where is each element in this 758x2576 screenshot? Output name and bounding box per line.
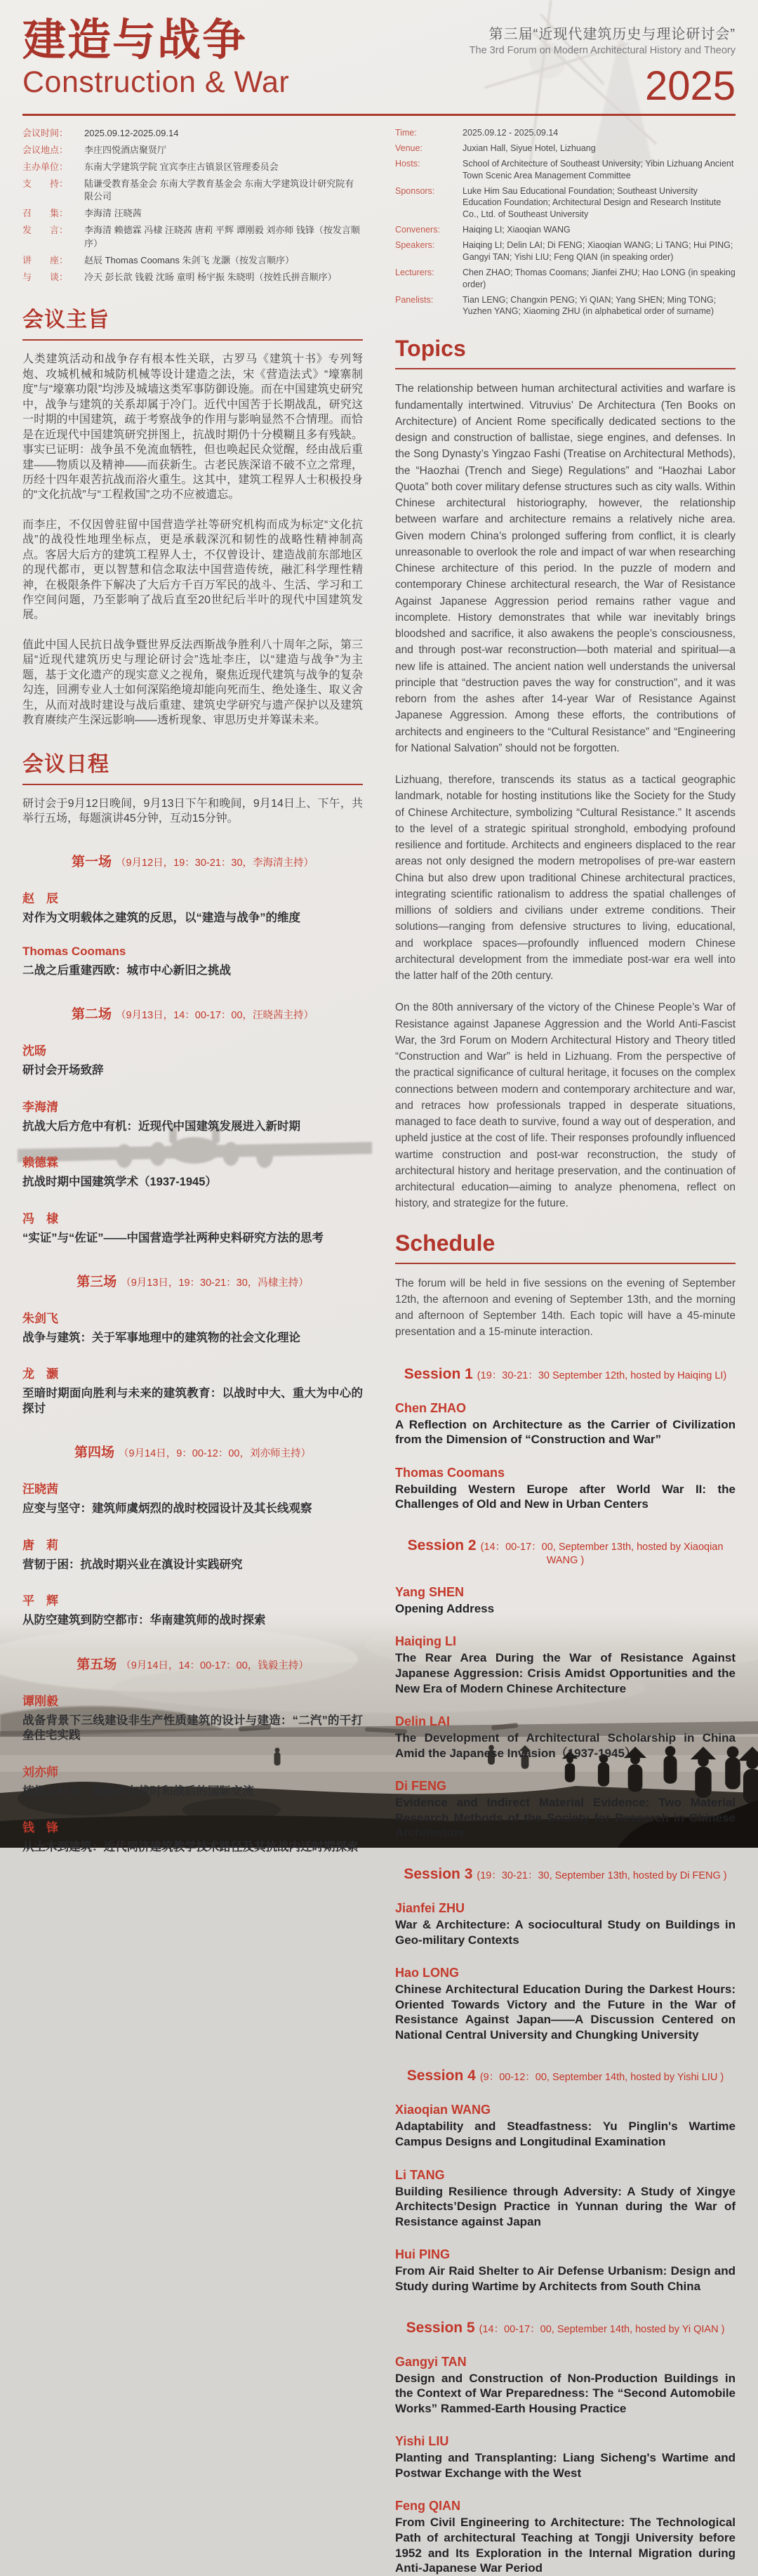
info-value: 李庄四悦酒店聚贤厅 <box>84 144 167 155</box>
info-value: Chen ZHAO; Thomas Coomans; Jianfei ZHU; Hao LONG (in speaking order) <box>463 267 736 289</box>
theme-paragraph: 值此中国人民抗日战争暨世界反法西斯战争胜利八十周年之际，第三届“近现代建筑历史与理论研讨会”选址李庄，以“建造与战争”为主题，基于文化遗产的现实意义之视角，聚焦近现代建筑与战争的复杂勾连，回溯专业人士如何深陷绝境却能向死而生、绝处逢生、取义舍生，从而对战时建设与战后重建、建筑史学研究与遗产保护以及建筑教育赓续产生深远影响——透析现象、审思历史并筹谋未来。 <box>22 638 363 727</box>
info-row <box>395 294 736 318</box>
forum-name-zh: 第三届“近现代建筑历史与理论研讨会” <box>488 27 736 42</box>
speaker-name: 李海清 <box>22 1100 58 1114</box>
chinese-column <box>22 127 363 2576</box>
talk <box>395 2499 736 2575</box>
talk <box>395 1466 736 1512</box>
talk-title: Building Resilience through Adversity: A Study of Xingye Architects’Design Practice in Yunnan during the War of Resistance against Japan <box>395 2184 736 2228</box>
talk-title: 抗战大后方危中有机：近现代中国建筑发展进入新时期 <box>22 1119 300 1133</box>
section-schedule-zh <box>22 747 363 1855</box>
info-label: 会议地点： <box>22 144 69 155</box>
talk <box>22 888 363 926</box>
talk-title: 二战之后重建西欧：城市中心新旧之挑战 <box>22 964 231 977</box>
talk <box>22 1691 363 1744</box>
talk <box>22 1591 363 1628</box>
talk-title: Design and Construction of Non-Production Buildings in the Context of War Preparedness: The “Second Automobile Works” Rammed-Earth Housing Practice <box>395 2371 736 2415</box>
session-header <box>395 1866 736 1883</box>
speaker-name: Xiaoqian WANG <box>395 2103 491 2117</box>
talk <box>22 1535 363 1572</box>
session-header <box>22 1271 363 1290</box>
session-detail: （9月14日，14：00-17：00，钱毅主持） <box>121 1660 309 1671</box>
session-header <box>395 1366 736 1383</box>
info-row <box>22 144 363 157</box>
talk-title: The Rear Area During the War of Resistance Against Japanese Aggression: Crisis Amidst Opportunities and the New Era of Modern Chinese Architecture <box>395 1651 736 1695</box>
info-value: 2025.09.12 - 2025.09.14 <box>463 128 559 138</box>
talk-title: Evidence and Indirect Material Evidence: Two Material Research Methods of the Society for Research in Chinese Architecture <box>395 1796 736 1840</box>
session-name: Session 3 <box>404 1866 473 1883</box>
speaker-name: Thomas Coomans <box>395 1465 505 1480</box>
info-value: 赵辰 Thomas Coomans 朱剑飞 龙灏（按发言顺序） <box>84 254 295 265</box>
talk <box>395 2355 736 2417</box>
talk-title: 研讨会开场致辞 <box>22 1064 104 1077</box>
session-header <box>22 1654 363 1673</box>
session-detail: (19：30-21：30, September 13th, hosted by Di FENG ) <box>477 1870 727 1882</box>
session-name: Session 4 <box>406 2068 476 2084</box>
info-label: Conveners: <box>395 225 440 235</box>
session-header <box>22 1004 363 1023</box>
speaker-name: Chen ZHAO <box>395 1400 466 1415</box>
header-titles <box>22 18 289 100</box>
speaker-name: Jianfei ZHU <box>395 1901 465 1916</box>
speaker-name: 龙 灏 <box>22 1367 58 1381</box>
info-value: 2025.09.12-2025.09.14 <box>84 128 179 138</box>
english-column <box>395 127 736 2576</box>
session-name: Session 1 <box>404 1365 473 1382</box>
speaker-name: 唐 莉 <box>22 1538 58 1552</box>
speaker-name: 平 辉 <box>22 1594 58 1608</box>
speaker-name: Delin LAI <box>395 1714 451 1729</box>
info-row <box>395 224 736 236</box>
info-label: 召 集： <box>22 208 69 219</box>
topics-paragraph: On the 80th anniversary of the victory of the Chinese People’s War of Resistance against Japanese Aggression and the World Anti-Fascist War, the 3rd Forum on Modern Architectural History and Theory titled “Construction and War” is held in Lizhuang. From the perspective of the practical significance of cultural heritage, it focuses on the complex connections between modern and contemporary architecture and war, and retraces how professionals trapped in desperate situations, managed to face death to survive, found a way out of desperation, and upheld justice at the cost of life. Their responses profoundly influenced wartime construction and post-war reconstruction, the study of architectural history and heritage preservation, and the continuation of architectural education—aiming to analyze phenomena, reflect on history, and strategize for the future. <box>395 1001 736 1210</box>
talk <box>22 945 363 978</box>
info-row <box>22 207 363 221</box>
talk-title: 抗战时期中国建筑学术（1937-1945） <box>22 1176 217 1189</box>
theme-paragraph: 而李庄，不仅因曾驻留中国营造学社等研究机构而成为标定“文化抗战”的战役性地理坐标点，更是承载深沉和韧性的战略性精神制高点。客居大后方的建筑工程界人士，不仅曾设计、建造战前东部地区的现代都市，更以智慧和信念取法中国营造传统，融汇科学理性精神，在极限条件下解决了大后方千百万军民的战斗、生活、学习和工作空间问题，乃至影响了战后直至20世纪后半叶的现代中国建筑发展。 <box>22 518 363 622</box>
forum-name-en: The 3rd Forum on Modern Architectural History and Theory <box>469 45 736 56</box>
talk <box>395 2434 736 2480</box>
section-title-topics: Topics <box>395 336 736 369</box>
section-title-theme: 会议主旨 <box>22 302 363 341</box>
info-label: Lecturers: <box>395 267 434 277</box>
info-row <box>395 143 736 155</box>
forum-year: 2025 <box>644 63 736 109</box>
session-detail: （9月13日，19：30-21：30，冯棣主持） <box>121 1277 309 1289</box>
talk <box>22 1041 363 1078</box>
page-title-en: Construction & War <box>22 65 290 100</box>
conference-info-en <box>395 127 736 317</box>
session-detail: (14：00-17：00, September 13th, hosted by Xiaoqian WANG ) <box>480 1541 724 1566</box>
talk-title: War & Architecture: A sociocultural Study on Buildings in Geo-military Contexts <box>395 1918 736 1947</box>
info-row <box>22 224 363 251</box>
session-header <box>22 851 363 870</box>
section-title-schedule-en: Schedule <box>395 1230 736 1264</box>
info-value: Luke Him Sau Educational Foundation; Southeast University Education Foundation; Architectural Design and Research Institute Co., Ltd. of Southeast University <box>463 185 722 220</box>
session-detail: （9月13日，14：00-17：00，汪晓茜主持） <box>115 1010 314 1022</box>
talk-title: 战备背景下三线建设非生产性质建筑的设计与建造：“二汽”的干打垒住宅实践 <box>22 1714 364 1742</box>
talk <box>22 1364 363 1417</box>
talk-title: Planting and Transplanting: Liang Sicheng's Wartime and Postwar Exchange with the West <box>395 2451 736 2480</box>
info-label: Speakers: <box>395 240 435 250</box>
info-row <box>22 254 363 268</box>
info-value: School of Architecture of Southeast University; Yibin Lizhuang Ancient Town Scenic Area Management Committee <box>463 158 734 180</box>
info-value: 东南大学建筑学院 宜宾李庄古镇景区管理委员会 <box>84 161 279 172</box>
header-forum-info <box>470 18 736 107</box>
schedule-intro-zh: 研讨会于9月12日晚间，9月13日下午和晚间，9月14日上、下午，共举行五场，每题演讲45分钟，互动15分钟。 <box>22 797 363 824</box>
talk <box>395 1779 736 1841</box>
session-header <box>395 1537 736 1567</box>
info-label: 发 言： <box>22 225 69 236</box>
info-value: 冷天 彭长歆 钱毅 沈旸 童明 杨宇振 朱晓明（按姓氏拼音顺序） <box>84 271 337 282</box>
speaker-name: Hui PING <box>395 2247 451 2262</box>
talk <box>22 1209 363 1246</box>
talk-title: 植根与转向：梁思成在战时和战后的国际交流 <box>22 1785 254 1798</box>
speaker-name: 刘亦师 <box>22 1765 58 1779</box>
speaker-name: Di FENG <box>395 1779 447 1794</box>
talk <box>22 1762 363 1799</box>
info-label: 会议时间： <box>22 128 69 138</box>
speaker-name: Gangyi TAN <box>395 2354 467 2369</box>
talk <box>395 2247 736 2294</box>
info-value: Haiqing LI; Delin LAI; Di FENG; Xiaoqian WANG; Li TANG; Hui PING; Gangyi TAN; Yishi LIU; Feng QIAN (in speaking order) <box>463 240 733 262</box>
session-header <box>395 2068 736 2084</box>
info-row <box>22 127 363 140</box>
info-value: Tian LENG; Changxin PENG; Yi QIAN; Yang SHEN; Ming TONG; Yuzhen YANG; Xiaoming ZHU (in alphabetical order of surname) <box>463 294 717 317</box>
session-detail: (19：30-21：30 September 12th, hosted by Haiqing LI) <box>477 1369 727 1381</box>
info-label: Venue: <box>395 143 423 153</box>
talk-title: 从土木到建筑：近代同济建筑教学技术路径及其抗战内迁时期探索 <box>22 1840 359 1853</box>
speaker-name: Yang SHEN <box>395 1584 465 1599</box>
section-theme <box>22 302 363 728</box>
session-detail: (14：00-17：00, September 14th, hosted by Yi QIAN ) <box>479 2323 725 2335</box>
speaker-name: Haiqing LI <box>395 1634 456 1649</box>
talk <box>22 1479 363 1516</box>
info-row <box>395 267 736 291</box>
speaker-name: Li TANG <box>395 2167 445 2182</box>
theme-paragraph: 人类建筑活动和战争存有根本性关联，古罗马《建筑十书》专列弩炮、攻城机械和城防机械等设计建造之法，宋《营造法式》“壕寨制度”与“壕寨功限”均涉及城墙这类军事防御设施。而在中国建筑史研究中，战争与建筑的关系却属于冷门。近代中国苦于长期战乱，研究这一时期的中国建筑，疏于考察战争的作用与影响显然不合情理。而恰是在近现代中国建筑研究拼图上，抗战时期仍十分模糊且多有残缺。事实已证明：战争虽不免流血牺牲，但也唤起民众觉醒，经由战后重建——物质以及精神——而获新生。古老民族深谙不破不立之常理，历经十四年艰苦抗战而浴火重生。这其中，建筑工程界人士积极投身的“文化抗战”与“工程救国”之功不应被遗忘。 <box>22 353 363 501</box>
speaker-name: 谭刚毅 <box>22 1694 58 1708</box>
topics-paragraph: The relationship between human architectural activities and warfare is fundamentally intertwined. Vitruvius’ De Architectura (Ten Books on Architecture) of Ancient Rome specifically dedicated sections to the design and construction of ballistae, siege engines, and defenses. In the Song Dynasty’s Yingzao Fashi (Treatise on Architectural Methods), the “Haozhai (Trench and Siege) Regulations” and “Haozhai Labor Quota” both cover military defense structures such as city walls. Within Chinese architectural historiography, however, the relationship between warfare and architecture remains a relatively niche area. Given modern China’s prolonged suffering from conflict, it is clearly unreasonable to overlook the role and impact of war when researching Chinese architecture of this period. In the puzzle of modern and contemporary Chinese architectural research, the War of Resistance Against Japanese Aggression period remains rather vague and incomplete. History demonstrates that while war inevitably brings bloodshed and sacrifice, it also awakens the people’s consciousness, and through post-war reconstruction—both material and spiritual—a new life is attained. The ancient nation well understands the universal principle that “destruction paves the way for construction”, and it was reborn from the ashes after 14-year War of Resistance Against Japanese Aggression. Among these efforts, the contributions of architects and engineers to the “Cultural Resistance” and “Engineering for National Salvation” should not be forgotten. <box>395 383 736 754</box>
talk-title: 至暗时期面向胜利与未来的建筑教育：以战时中大、重大为中心的探讨 <box>22 1387 363 1415</box>
talk-title: 营韧于困：抗战时期兴业在滇设计实践研究 <box>22 1558 243 1571</box>
speaker-name: Yishi LIU <box>395 2434 449 2449</box>
speaker-name: 赖德霖 <box>22 1156 58 1170</box>
info-value: 李海清 赖德霖 冯棣 汪晓茜 唐莉 平辉 谭刚毅 刘亦师 钱锋（按发言顺序） <box>84 225 360 249</box>
speaker-name: 汪晓茜 <box>22 1483 58 1497</box>
header-divider <box>22 114 736 116</box>
talk-title: 应变与坚守：建筑师虞炳烈的战时校园设计及其长线观察 <box>22 1502 312 1516</box>
info-label: Time: <box>395 128 417 138</box>
section-title-schedule-zh: 会议日程 <box>22 747 363 785</box>
info-row <box>22 161 363 174</box>
talk <box>395 1401 736 1447</box>
info-value: Haiqing LI; Xiaoqian WANG <box>463 225 571 235</box>
speaker-name: 冯 棣 <box>22 1211 58 1225</box>
talk-title: From Air Raid Shelter to Air Defense Urbanism: Design and Study during Wartime by Architects from South China <box>395 2264 736 2293</box>
session-name: 第二场 <box>71 1007 112 1023</box>
talk-title: A Reflection on Architecture as the Carrier of Civilization from the Dimension of “Construction and War” <box>395 1417 736 1447</box>
info-row <box>395 158 736 182</box>
talk <box>395 1901 736 1947</box>
info-label: 主办单位： <box>22 161 69 172</box>
speaker-name: Hao LONG <box>395 1966 460 1980</box>
section-schedule-en <box>395 1230 736 2576</box>
talk-title: 对作为文明载体之建筑的反思，以“建造与战争”的维度 <box>22 912 300 925</box>
talk <box>395 1634 736 1696</box>
session-header <box>395 2320 736 2337</box>
talk <box>22 1152 363 1190</box>
talk <box>22 1818 363 1855</box>
info-row <box>22 178 363 204</box>
speaker-name: Thomas Coomans <box>22 944 126 958</box>
info-label: 讲 座： <box>22 254 69 265</box>
talk <box>395 1714 736 1761</box>
topics-paragraph: Lizhuang, therefore, transcends its status as a tactical geographic landmark, notable for hosting institutions like the Society for the Study of Chinese Architecture, symbolizing “Cultural Resistance.” It ascends to the level of a strategic spiritual stronghold, embodying profound resilience and fortitude. Architects and engineers displaced to the rear areas not only designed the modern metropolises of pre-war eastern China but also drew upon traditional Chinese architectural practices, integrating scientific rationalism to address the spatial challenges of millions of soldiers and civilians under extreme conditions. Their solutions—ranging from defensive structures to living, educational, and workplace spaces—profoundly influenced modern Chinese architectural development from the immediate post-war era well into the latter half of the 20th century. <box>395 774 736 982</box>
talk-title: “实证”与“佐证”——中国营造学社两种史料研究方法的思考 <box>22 1231 324 1244</box>
talk <box>395 1966 736 2042</box>
session-name: Session 5 <box>406 2319 475 2336</box>
info-label: 与 谈： <box>22 271 69 282</box>
talk <box>395 2168 736 2230</box>
talk-title: The Development of Architectural Scholarship in China Amid the Japanese Invasion（1937-1945） <box>395 1731 736 1760</box>
info-value: Juxian Hall, Siyue Hotel, Lizhuang <box>463 143 596 153</box>
info-label: Panelists: <box>395 294 434 305</box>
header <box>22 18 736 107</box>
session-detail: (9：00-12：00, September 14th, hosted by Yishi LIU ) <box>479 2072 724 2084</box>
session-detail: （9月14日，9：00-12：00，刘亦师主持） <box>119 1448 311 1460</box>
session-detail: （9月12日，19：30-21：30，李海清主持） <box>115 857 314 869</box>
session-name: 第三场 <box>77 1275 117 1289</box>
info-value: 陆谦受教育基金会 东南大学教育基金会 东南大学建筑设计研究院有限公司 <box>84 178 354 202</box>
info-row <box>395 185 736 221</box>
session-name: 第五场 <box>77 1657 117 1672</box>
info-row <box>22 271 363 284</box>
speaker-name: 沈旸 <box>22 1044 46 1058</box>
talk-title: Opening Address <box>395 1601 495 1615</box>
conference-info-zh <box>22 127 363 284</box>
speaker-name: Feng QIAN <box>395 2499 460 2513</box>
schedule-intro-en: The forum will be held in five sessions on the evening of September 12th, the afternoon and evening of September 13th, and the morning and afternoon of September 14th. Each topic will have a 45-minute presentation and a 15-minute interaction. <box>395 1277 736 1339</box>
talk <box>395 1585 736 1617</box>
speaker-name: 朱剑飞 <box>22 1312 58 1325</box>
speaker-name: 赵 辰 <box>22 892 58 906</box>
talk <box>395 2103 736 2149</box>
info-row <box>395 239 736 263</box>
info-value: 李海清 汪晓茜 <box>84 208 142 219</box>
section-topics <box>395 336 736 1211</box>
info-row <box>395 127 736 139</box>
speaker-name: 钱 锋 <box>22 1820 58 1834</box>
talk-title: Adaptability and Steadfastness: Yu Pinglin's Wartime Campus Designs and Longitudinal Examination <box>395 2120 736 2149</box>
talk-title: 战争与建筑：关于军事地理中的建筑物的社会文化理论 <box>22 1332 300 1344</box>
session-header <box>22 1442 363 1461</box>
talk-title: Chinese Architectural Education During the Darkest Hours: Oriented Towards Victory and the Future in the War of Resistance Against Japan——A Discussion Centered on National Central University and Chungking University <box>395 1983 736 2042</box>
info-label: 支 持： <box>22 178 69 189</box>
talk <box>22 1097 363 1134</box>
session-name: 第四场 <box>74 1445 115 1461</box>
session-name: Session 2 <box>407 1537 477 1553</box>
info-label: Sponsors: <box>395 185 435 196</box>
page-title-zh: 建造与战争 <box>22 16 248 65</box>
talk <box>22 1308 363 1346</box>
talk-title: From Civil Engineering to Architecture: The Technological Path of architectural Teaching at Tongji University before 1952 and Its Exploration in the Internal Migration during Anti-Japanese War Period <box>395 2516 736 2575</box>
info-label: Hosts: <box>395 158 420 169</box>
session-name: 第一场 <box>71 855 112 870</box>
talk-title: Rebuilding Western Europe after World War II: the Challenges of Old and New in Urban Centers <box>395 1482 736 1511</box>
talk-title: 从防空建筑到防空都市：华南建筑师的战时探索 <box>22 1614 266 1627</box>
